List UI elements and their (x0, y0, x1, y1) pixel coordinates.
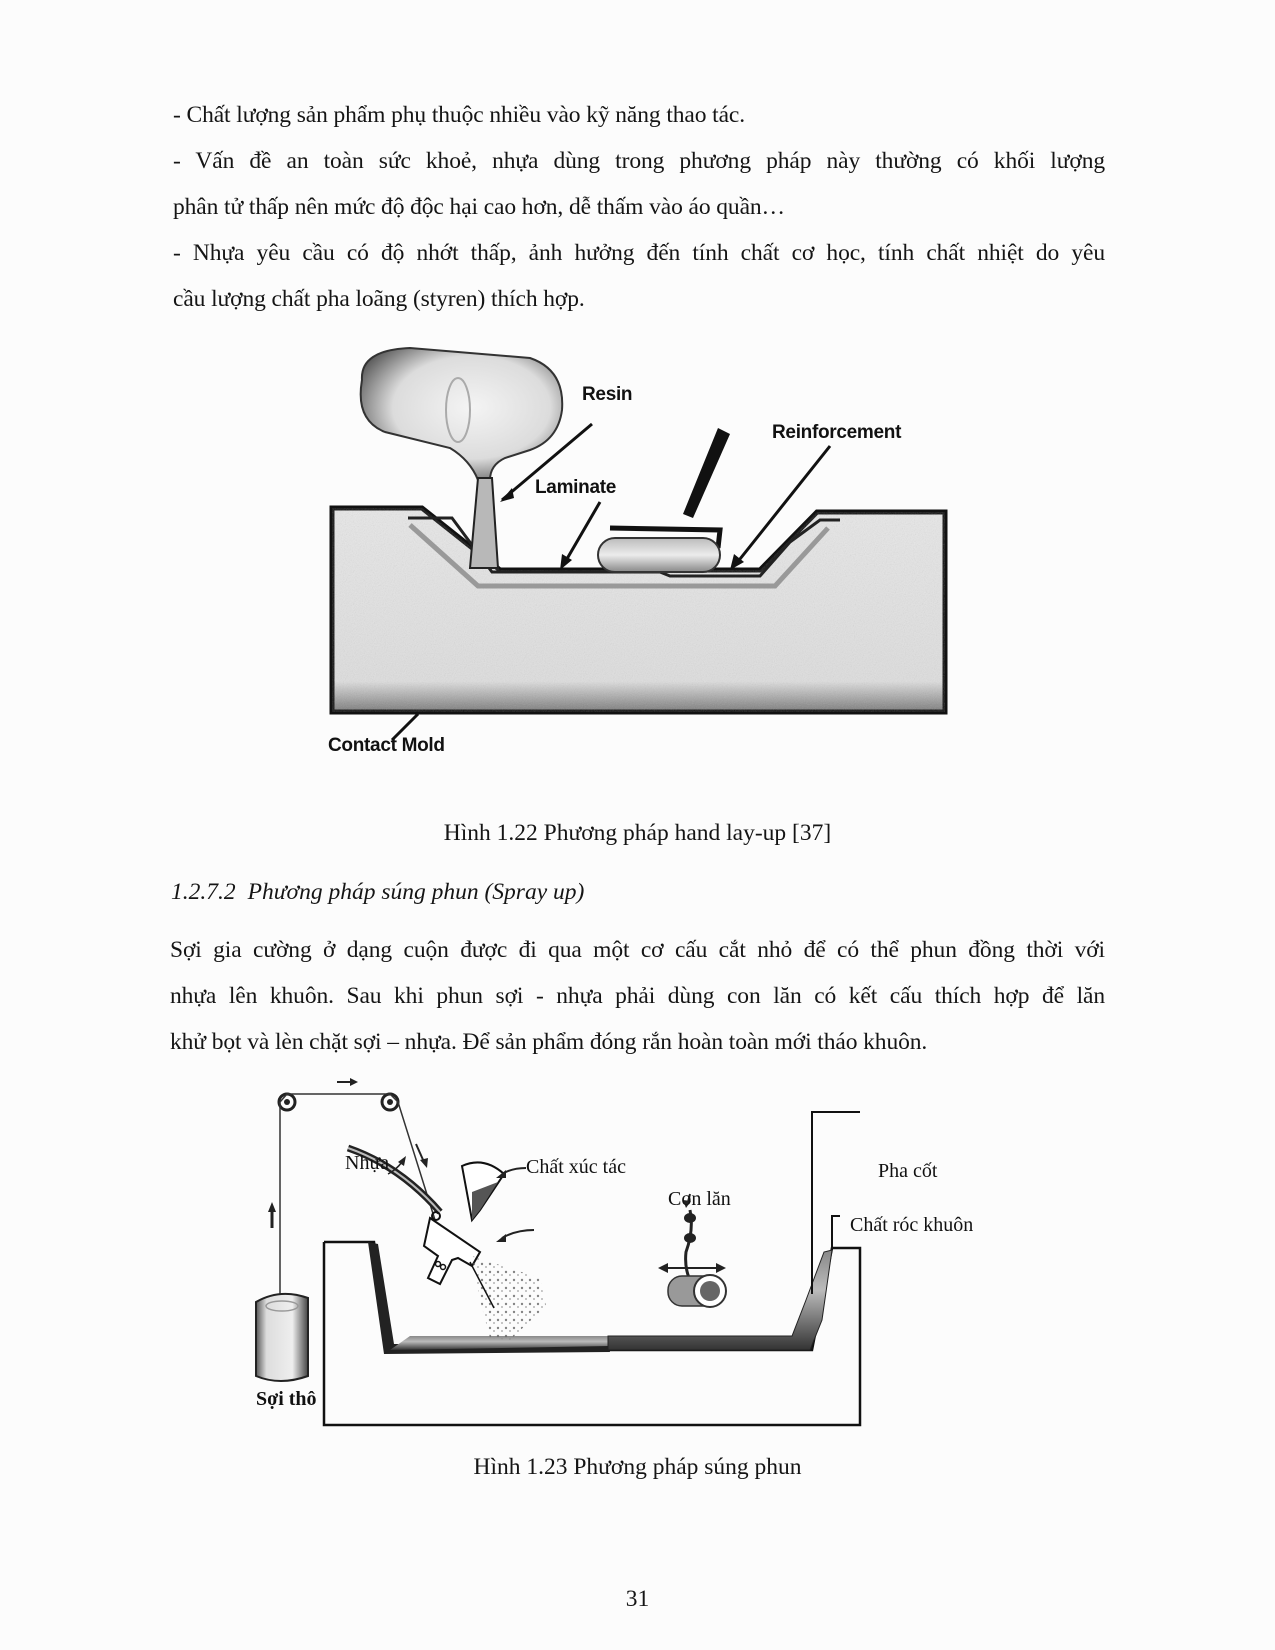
fiber-strand (280, 1094, 435, 1300)
bullet-viscosity-line-2: cầu lượng chất pha loãng (styren) thích hợp. (173, 286, 585, 312)
roving-spool (256, 1294, 308, 1381)
label-reinforcement: Reinforcement (772, 422, 902, 443)
figure-2-caption: Hình 1.23 Phương pháp súng phun (473, 1454, 802, 1480)
laminate-leader (564, 502, 600, 564)
bullet-safety-line-1: - Vấn đề an toàn sức khoẻ, nhựa dùng trong phương pháp này thường có khối lượng (173, 148, 1105, 174)
label-resin-vn: Nhựa (345, 1152, 390, 1174)
paragraph-line-2: nhựa lên khuôn. Sau khi phun sợi - nhựa phải dùng con lăn có kết cấu thích hợp để lăn (170, 983, 1105, 1009)
bullet-quality-skill: - Chất lượng sản phẩm phụ thuộc nhiều vào kỹ năng thao tác. (173, 102, 746, 128)
label-catalyst: Chất xúc tác (526, 1156, 626, 1178)
roller-handle (683, 428, 730, 518)
spray-gun (424, 1218, 480, 1284)
label-roving: Sợi thô (256, 1388, 317, 1410)
figure-spray-up (240, 1070, 1040, 1430)
bullet-safety-line-2: phân tử thấp nên mức độ độc hại cao hơn, dễ thấm vào áo quần… (173, 194, 785, 220)
page-number: 31 (625, 1586, 650, 1612)
spray-up-diagram (240, 1070, 1040, 1430)
hand-layup-diagram (300, 340, 1000, 760)
spray-cone (472, 1256, 546, 1340)
label-roller: Con lăn (668, 1188, 731, 1210)
figure-hand-layup (300, 340, 1000, 760)
label-contact-mold: Contact Mold (328, 735, 445, 756)
spray-mold-frame (324, 1242, 860, 1425)
paragraph-line-3: khử bọt và lèn chặt sợi – nhựa. Để sản phẩm đóng rắn hoàn toàn mới tháo khuôn. (170, 1029, 928, 1055)
roller-cylinder (598, 538, 720, 572)
label-resin: Resin (582, 384, 633, 405)
section-title: Phương pháp súng phun (Spray up) (247, 879, 585, 905)
resin-stream (470, 478, 498, 568)
section-number: 1.2.7.2 (171, 879, 236, 905)
label-laminate: Laminate (535, 477, 617, 498)
release-agent-leader (832, 1216, 840, 1250)
label-reinforcement-phase: Pha cốt (878, 1160, 938, 1182)
resin-bucket (361, 348, 563, 480)
section-heading (171, 877, 584, 907)
figure-1-caption: Hình 1.22 Phương pháp hand lay-up [37] (443, 820, 832, 846)
label-release-agent: Chất róc khuôn (850, 1214, 974, 1236)
paragraph-line-1: Sợi gia cường ở dạng cuộn được đi qua một cơ cấu cắt nhỏ để có thể phun đồng thời với (170, 937, 1105, 963)
bullet-viscosity-line-1: - Nhựa yêu cầu có độ nhớt thấp, ảnh hưởng đến tính chất cơ học, tính chất nhiệt do yêu (173, 240, 1105, 266)
gun-leader (502, 1230, 534, 1238)
